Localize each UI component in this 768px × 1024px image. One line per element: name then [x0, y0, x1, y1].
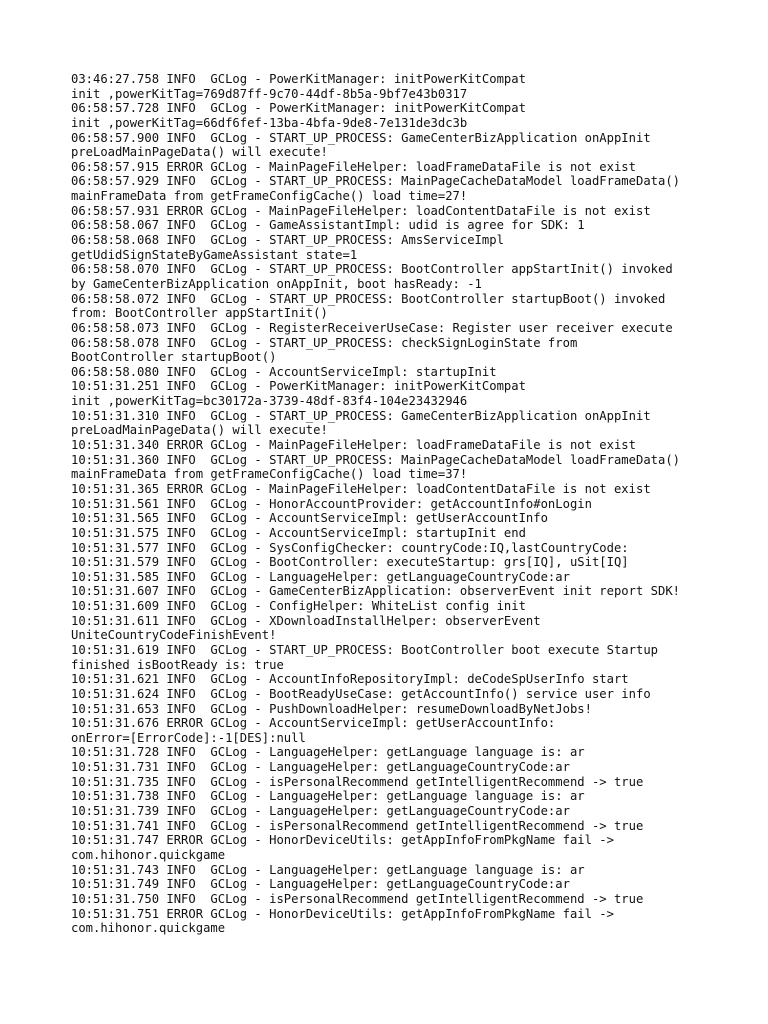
log-line: 10:51:31.735 INFO GCLog - isPersonalRecommend getIntelligentRecommend -> true — [71, 774, 644, 789]
log-line: 10:51:31.575 INFO GCLog - AccountServiceImpl: startupInit end — [71, 525, 526, 540]
log-line: 06:58:57.900 INFO GCLog - START_UP_PROCESS: GameCenterBizApplication onAppInit — [71, 130, 651, 145]
log-line: preLoadMainPageData() will execute! — [71, 145, 328, 160]
log-line: finished isBootReady is: true — [71, 657, 284, 672]
log-line: preLoadMainPageData() will execute! — [71, 423, 328, 438]
log-line: com.hihonor.quickgame — [71, 921, 226, 936]
log-line: 06:58:57.915 ERROR GCLog - MainPageFileHelper: loadFrameDataFile is not exist — [71, 159, 636, 174]
log-line: 10:51:31.561 INFO GCLog - HonorAccountProvider: getAccountInfo#onLogin — [71, 496, 592, 511]
log-line: 10:51:31.609 INFO GCLog - ConfigHelper: WhiteList config init — [71, 599, 526, 614]
log-line: 10:51:31.577 INFO GCLog - SysConfigChecker: countryCode:IQ,lastCountryCode: — [71, 540, 629, 555]
log-line: BootController startupBoot() — [71, 350, 277, 365]
log-line: 10:51:31.728 INFO GCLog - LanguageHelper: getLanguage language is: ar — [71, 745, 585, 760]
log-line: 03:46:27.758 INFO GCLog - PowerKitManager: initPowerKitCompat — [71, 72, 526, 86]
log-line: getUdidSignStateByGameAssistant state=1 — [71, 247, 358, 262]
log-line: 06:58:58.072 INFO GCLog - START_UP_PROCESS: BootController startupBoot() invoked — [71, 291, 666, 306]
log-line: 06:58:58.073 INFO GCLog - RegisterReceiverUseCase: Register user receiver execute — [71, 320, 673, 335]
log-line: 10:51:31.340 ERROR GCLog - MainPageFileHelper: loadFrameDataFile is not exist — [71, 438, 636, 453]
log-line: from: BootController appStartInit() — [71, 306, 328, 321]
log-page — [71, 72, 751, 950]
log-line: 10:51:31.653 INFO GCLog - PushDownloadHelper: resumeDownloadByNetJobs! — [71, 701, 592, 716]
log-line: UniteCountryCodeFinishEvent! — [71, 628, 277, 643]
log-line: 06:58:58.068 INFO GCLog - START_UP_PROCESS: AmsServiceImpl — [71, 233, 504, 248]
log-line: 10:51:31.565 INFO GCLog - AccountServiceImpl: getUserAccountInfo — [71, 511, 548, 526]
log-line: 10:51:31.611 INFO GCLog - XDownloadInstallHelper: observerEvent — [71, 613, 541, 628]
log-line: 10:51:31.624 INFO GCLog - BootReadyUseCase: getAccountInfo() service user info — [71, 686, 651, 701]
log-line: init ,powerKitTag=769d87ff-9c70-44df-8b5a-9bf7e43b0317 — [71, 86, 468, 101]
log-line: 10:51:31.750 INFO GCLog - isPersonalRecommend getIntelligentRecommend -> true — [71, 891, 644, 906]
log-line: 10:51:31.741 INFO GCLog - isPersonalRecommend getIntelligentRecommend -> true — [71, 818, 644, 833]
log-line: 10:51:31.310 INFO GCLog - START_UP_PROCESS: GameCenterBizApplication onAppInit — [71, 408, 651, 423]
log-line: 10:51:31.579 INFO GCLog - BootController: executeStartup: grs[IQ], uSit[IQ] — [71, 555, 629, 570]
log-line: 10:51:31.751 ERROR GCLog - HonorDeviceUtils: getAppInfoFromPkgName fail -> — [71, 906, 614, 921]
log-line: 06:58:57.728 INFO GCLog - PowerKitManager: initPowerKitCompat — [71, 101, 526, 116]
log-line: init ,powerKitTag=66df6fef-13ba-4bfa-9de8-7e131de3dc3b — [71, 115, 468, 130]
log-line: 10:51:31.607 INFO GCLog - GameCenterBizApplication: observerEvent init report SDK! — [71, 584, 681, 599]
log-line: mainFrameData from getFrameConfigCache() load time=27! — [71, 189, 468, 204]
log-line: 10:51:31.749 INFO GCLog - LanguageHelper: getLanguageCountryCode:ar — [71, 877, 570, 892]
log-line: 10:51:31.360 INFO GCLog - START_UP_PROCESS: MainPageCacheDataModel loadFrameData() — [71, 452, 681, 467]
log-line: com.hihonor.quickgame — [71, 847, 226, 862]
log-line: 06:58:57.931 ERROR GCLog - MainPageFileHelper: loadContentDataFile is not exist — [71, 203, 651, 218]
log-line: 06:58:58.078 INFO GCLog - START_UP_PROCESS: checkSignLoginState from — [71, 335, 578, 350]
log-line: onError=[ErrorCode]:-1[DES]:null — [71, 730, 306, 745]
log-line — [71, 936, 751, 951]
log-line: 10:51:31.743 INFO GCLog - LanguageHelper: getLanguage language is: ar — [71, 862, 585, 877]
log-line: init ,powerKitTag=bc30172a-3739-48df-83f4-104e23432946 — [71, 394, 468, 409]
log-line: 10:51:31.747 ERROR GCLog - HonorDeviceUtils: getAppInfoFromPkgName fail -> — [71, 833, 614, 848]
log-line: 10:51:31.621 INFO GCLog - AccountInfoRepositoryImpl: deCodeSpUserInfo start — [71, 672, 629, 687]
log-line: 10:51:31.365 ERROR GCLog - MainPageFileHelper: loadContentDataFile is not exist — [71, 481, 651, 496]
log-line: 10:51:31.731 INFO GCLog - LanguageHelper: getLanguageCountryCode:ar — [71, 760, 570, 775]
log-line: 06:58:57.929 INFO GCLog - START_UP_PROCESS: MainPageCacheDataModel loadFrameData() — [71, 174, 681, 189]
log-line: 10:51:31.251 INFO GCLog - PowerKitManager: initPowerKitCompat — [71, 379, 526, 394]
log-line: 10:51:31.676 ERROR GCLog - AccountServiceImpl: getUserAccountInfo: — [71, 716, 556, 731]
log-line: 10:51:31.585 INFO GCLog - LanguageHelper: getLanguageCountryCode:ar — [71, 569, 570, 584]
log-line: 10:51:31.738 INFO GCLog - LanguageHelper: getLanguage language is: ar — [71, 789, 585, 804]
log-line: 06:58:58.067 INFO GCLog - GameAssistantImpl: udid is agree for SDK: 1 — [71, 218, 585, 233]
log-line: 10:51:31.619 INFO GCLog - START_UP_PROCESS: BootController boot execute Startup — [71, 642, 658, 657]
log-line: 10:51:31.739 INFO GCLog - LanguageHelper: getLanguageCountryCode:ar — [71, 804, 570, 819]
log-line: 06:58:58.080 INFO GCLog - AccountServiceImpl: startupInit — [71, 364, 497, 379]
log-line: by GameCenterBizApplication onAppInit, boot hasReady: -1 — [71, 276, 482, 291]
log-line: 06:58:58.070 INFO GCLog - START_UP_PROCESS: BootController appStartInit() invoked — [71, 262, 673, 277]
log-line: mainFrameData from getFrameConfigCache() load time=37! — [71, 467, 468, 482]
